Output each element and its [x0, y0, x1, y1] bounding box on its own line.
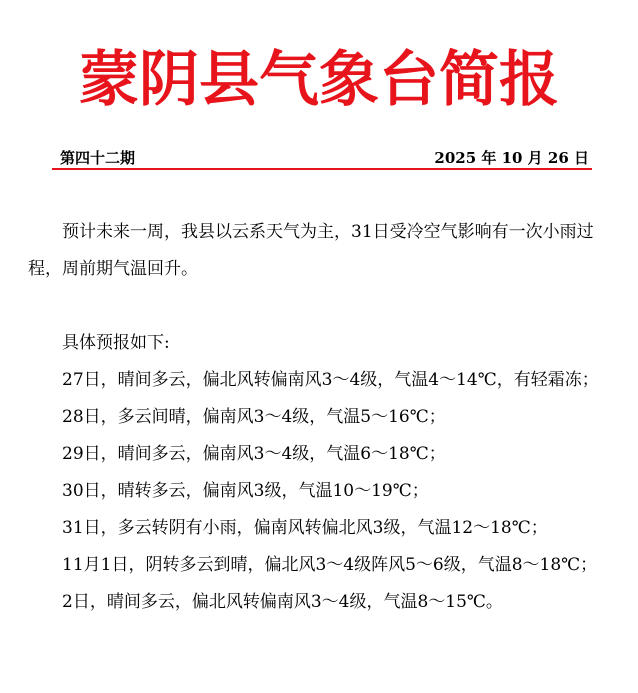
daily-forecast-28: 28日，多云间晴，偏南风3～4级，气温5～16℃；: [62, 407, 446, 427]
daily-forecast-31: 31日，多云转阴有小雨，偏南风转偏北风3级，气温12～18℃；: [62, 518, 548, 538]
issue-info-row: [56, 148, 591, 168]
summary-paragraph: 预计未来一周，我县以云系天气为主，31日受冷空气影响有一次小雨过程，周前期气温回升。: [28, 222, 594, 279]
document-body: [28, 214, 606, 621]
document-title: 蒙阴县气象台简报: [79, 45, 559, 115]
daily-forecast-29: 29日，晴间多云，偏南风3～4级，气温6～18℃；: [62, 444, 446, 464]
issue-number: 第四十二期: [60, 149, 136, 167]
daily-forecast-30: 30日，晴转多云，偏南风3级，气温10～19℃；: [62, 481, 429, 501]
header-divider: [52, 168, 592, 170]
daily-forecast-27: 27日，晴间多云，偏北风转偏南风3～4级，气温4～14℃，有轻霜冻；: [62, 370, 599, 390]
paragraph-spacer: [28, 288, 606, 325]
daily-forecast-2: 2日，晴间多云，偏北风转偏南风3～4级，气温8～15℃。: [62, 592, 503, 612]
daily-forecast-nov-1: 11月1日，阴转多云到晴，偏北风3～4级阵风5～6级，气温8～18℃；: [62, 555, 598, 575]
forecast-intro: 具体预报如下:: [62, 333, 170, 353]
issue-date: 2025 年 10 月 26 日: [434, 149, 589, 167]
